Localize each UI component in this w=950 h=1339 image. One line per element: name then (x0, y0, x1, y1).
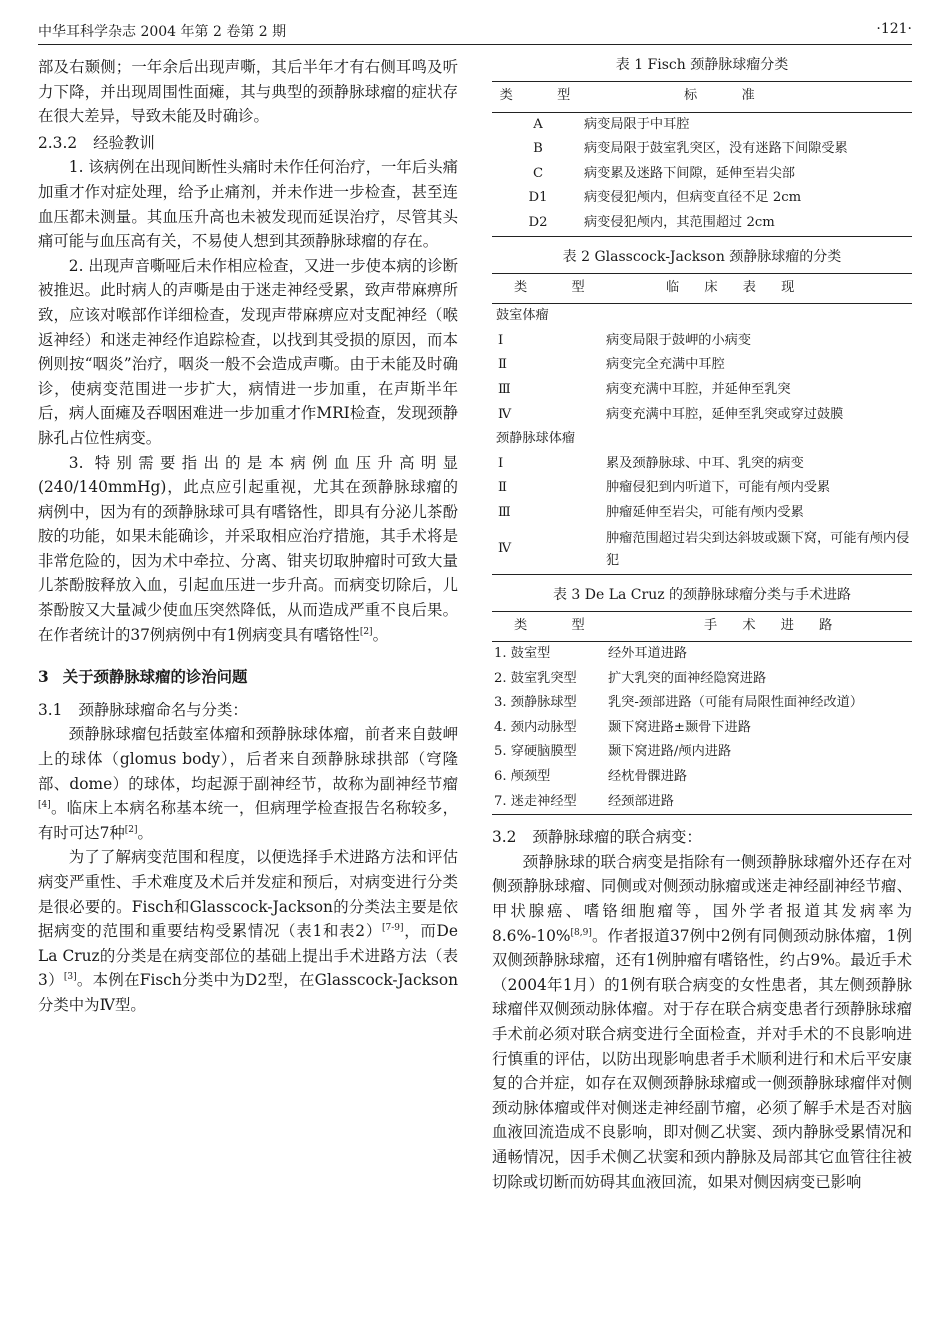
table-row: 6. 颅颈型 经枕骨髁进路 (494, 769, 688, 785)
subsection-number: 3.1 (38, 700, 63, 719)
table-row: C 病变累及迷路下间隙，延伸至岩尖部 (532, 165, 795, 181)
paragraph: 1. 该病例在出现间断性头痛时未作任何治疗，一年后头痛加重才作对症处理，给予止痛剂，并未作进一步检查，甚至连血压都未测量。其血压升高也未被发现而延误治疗，尽管其头痛可能与血压高有关，不易使人想到其颈静脉球瘤的存在。 (38, 158, 458, 251)
table-header-cell: 类 型 (492, 273, 606, 304)
table-row: D1 病变侵犯颅内，但病变直径不足 2cm (528, 190, 802, 206)
table-row: Ⅲ 肿瘤延伸至岩尖，可能有颅内受累 (498, 504, 804, 520)
subsection-heading-3-1 (38, 698, 458, 723)
paragraph-text: 。 (372, 625, 388, 644)
table-row: 1. 鼓室型 经外耳道进路 (494, 646, 688, 662)
table-row: Ⅱ 病变完全充满中耳腔 (498, 357, 725, 373)
subsection-number: 2.3.2 (38, 133, 78, 152)
paragraph (38, 451, 458, 648)
running-header (38, 20, 912, 45)
table-row: Ⅱ 肿瘤侵犯到内听道下，可能有颅内受累 (498, 480, 831, 496)
table-header-cell: 临 床 表 现 (606, 273, 912, 304)
paragraph-text: 。临床上本病名称基本统一，但病理学检查报告名称较多，有时可达7种 (38, 799, 458, 842)
paragraph: 2. 出现声音嘶哑后未作相应检查，又进一步使本病的诊断被推迟。此时病人的声嘶是由于迷走神经受累，致声带麻痹所致，应该对喉部作详细检查，发现声带麻痹应对支配神经（喉返神经）和迷走神经作追踪检查，以找到其受损的原因，而本例则按“咽炎”治疗，咽炎一般不会造成声嘶。由于未能及时确诊，使病变范围进一步扩大，病情进一步加重，在声斯半年后，病人面瘫及吞咽困难进一步加重才作MRI检查，发现颈静脉孔占位性病变。 (38, 256, 458, 447)
table-header-cell: 手 术 进 路 (608, 611, 912, 642)
paragraph-text: 颈静脉球的联合病变是指除有一侧颈静脉球瘤外还存在对侧颈静脉球瘤、同侧或对侧颈动脉瘤或迷走神经副神经节瘤、甲状腺癌、嗜铬细胞瘤等，国外学者报道其发病率为8.6%-10% (492, 852, 912, 945)
table-2-block (492, 247, 912, 575)
table-row: Ⅲ 病变充满中耳腔，并延伸至乳突 (498, 381, 791, 397)
subsection-title: 颈静脉球瘤的联合病变： (532, 828, 702, 847)
table-row: Ⅰ 病变局限于鼓岬的小病变 (498, 332, 752, 348)
table-3 (492, 611, 912, 816)
table-row: A 病变局限于中耳腔 (533, 116, 690, 132)
page-number: ·121· (876, 21, 912, 37)
table-row: Ⅰ 累及颈静脉球、中耳、乳突的病变 (498, 455, 804, 471)
paragraph-text: 。本例在Fisch分类中为D2型，在Glasscock-Jackson分类中为Ⅳ型。 (38, 971, 458, 1014)
paragraph (38, 845, 458, 1017)
table-row: Ⅳ 病变充满中耳腔，延伸至乳突或穿过鼓膜 (498, 406, 844, 422)
citation: [3] (63, 972, 77, 983)
subsection-number: 3.2 (492, 828, 517, 847)
table-row: 2. 鼓室乳突型 扩大乳突的面神经隐窝进路 (494, 670, 767, 686)
paragraph-text: 颈静脉球瘤包括鼓室体瘤和颈静脉球体瘤，前者来自鼓岬上的球体（glomus body），后者来自颈静脉球拱部（穹隆部、dome）的球体，均起源于副神经节，故称为副神经节瘤 (38, 725, 458, 793)
table-header-cell: 类 型 (492, 82, 584, 113)
table-row: 5. 穿硬脑膜型 颞下窝进路/颅内进路 (494, 744, 732, 760)
citation: [2] (124, 824, 138, 835)
table-row: 3. 颈静脉球型 乳突-颈部进路（可能有局限性面神经改道） (494, 695, 864, 711)
section-heading-3 (38, 665, 458, 690)
table-1-block (492, 55, 912, 237)
paragraph-text: 为了了解病变范围和程度，以便选择手术进路方法和评估病变严重性、手术难度及术后并发症和预后，对病变进行分类是很必要的。Fisch和Glasscock-Jackson的分类法主要是依据病变的范围和重要结构受累情况（表1和表2） (38, 848, 458, 941)
paragraph-text: ，而De La Cruz的分类是在病变部位的基础上提出手术进路方法（表3） (38, 922, 458, 990)
citation: [2] (359, 626, 373, 637)
left-column (38, 55, 458, 1018)
paragraph (492, 850, 912, 1194)
paragraph-text: 3. 特别需要指出的是本病例血压升高明显(240/140mmHg)，此点应引起重视，尤其在颈静脉球瘤的病例中，因为有的颈静脉球可具有嗜铬性，即具有分泌儿茶酚胺的功能，如果未能确诊，并采取相应治疗措施，其手术将是非常危险的，因为术中牵拉、分离、钳夹切取肿瘤时可致大量儿茶酚胺释放入血，引起血压进一步升高。而病变切除后，儿茶酚胺又大量减少使血压突然降低，从而造成严重不良后果。在作者统计的37例病例中有1例病变具有嗜铬性 (38, 453, 458, 644)
section-title: 关于颈静脉球瘤的诊治问题 (62, 668, 248, 687)
table-row: B 病变局限于鼓室乳突区，没有迷路下间隙受累 (533, 141, 848, 157)
citation: [8,9] (570, 927, 592, 938)
subsection-title: 经验教训 (93, 133, 155, 152)
paragraph-text: 。 (137, 823, 153, 842)
right-column (492, 55, 912, 1194)
paragraph-text: 。作者报道37例中2例有同侧颈动脉体瘤，1例双侧颈静脉球瘤，还有1例肿瘤有嗜铬性，约占9%。最近手术（2004年1月）的1例有联合病变的女性患者，其左侧颈静脉球瘤伴双侧颈动脉体瘤。对于存在联合病变患者行颈静脉球瘤手术前必须对联合病变进行全面检查，并对手术的不良影响进行慎重的评估，以防出现影响患者手术顺利进行和术后平安康复的合并症，如存在双侧颈静脉球瘤或一侧颈静脉球瘤伴对侧颈动脉体瘤或伴对侧迷走神经副节瘤，必须了解手术是否对脑血液回流造成不良影响，即对侧乙状窦、颈内静脉受累情况和通畅情况，因手术侧乙状窦和颈内静脉及局部其它血管往往被切除或切断而妨碍其血液回流，如果对侧因病变已影响 (492, 926, 912, 1191)
table-1 (492, 81, 912, 237)
subsection-heading-3-2 (492, 825, 912, 850)
table-group-row: 鼓室体瘤 (496, 308, 549, 324)
paragraph: 部及右颞侧；一年余后出现声嘶，其后半年才有右侧耳鸣及听力下降，并出现周围性面瘫，其与典型的颈静脉球瘤的症状存在很大差异，导致未能及时确诊。 (38, 58, 458, 126)
section-number: 3 (38, 668, 49, 687)
journal-title: 中华耳科学杂志 2004 年第 2 卷第 2 期 (38, 24, 287, 40)
table-3-block (492, 585, 912, 816)
table-row: 7. 迷走神经型 经颈部进路 (492, 790, 912, 815)
paragraph (38, 722, 458, 845)
table-1-caption: 表 1 Fisch 颈静脉球瘤分类 (615, 57, 789, 73)
table-row: 4. 颈内动脉型 颞下窝进路±颞骨下进路 (494, 719, 751, 735)
table-2 (492, 273, 912, 575)
table-row: D2 病变侵犯颅内，其范围超过 2cm (492, 211, 912, 236)
subsection-heading-2-3-2 (38, 131, 458, 156)
table-header-cell: 类 型 (492, 611, 608, 642)
table-row: Ⅳ 肿瘤范围超过岩尖到达斜坡或颞下窝，可能有颅内侵犯 (492, 526, 912, 575)
table-header-cell: 标 准 (584, 82, 912, 113)
table-3-caption: 表 3 De La Cruz 的颈静脉球瘤分类与手术进路 (552, 586, 852, 603)
table-group-row: 颈静脉球体瘤 (496, 431, 576, 447)
table-2-caption: 表 2 Glasscock-Jackson 颈静脉球瘤的分类 (562, 248, 842, 265)
subsection-title: 颈静脉球瘤命名与分类： (78, 700, 248, 719)
citation: [4] (38, 800, 51, 811)
citation: [7-9] (381, 923, 404, 934)
